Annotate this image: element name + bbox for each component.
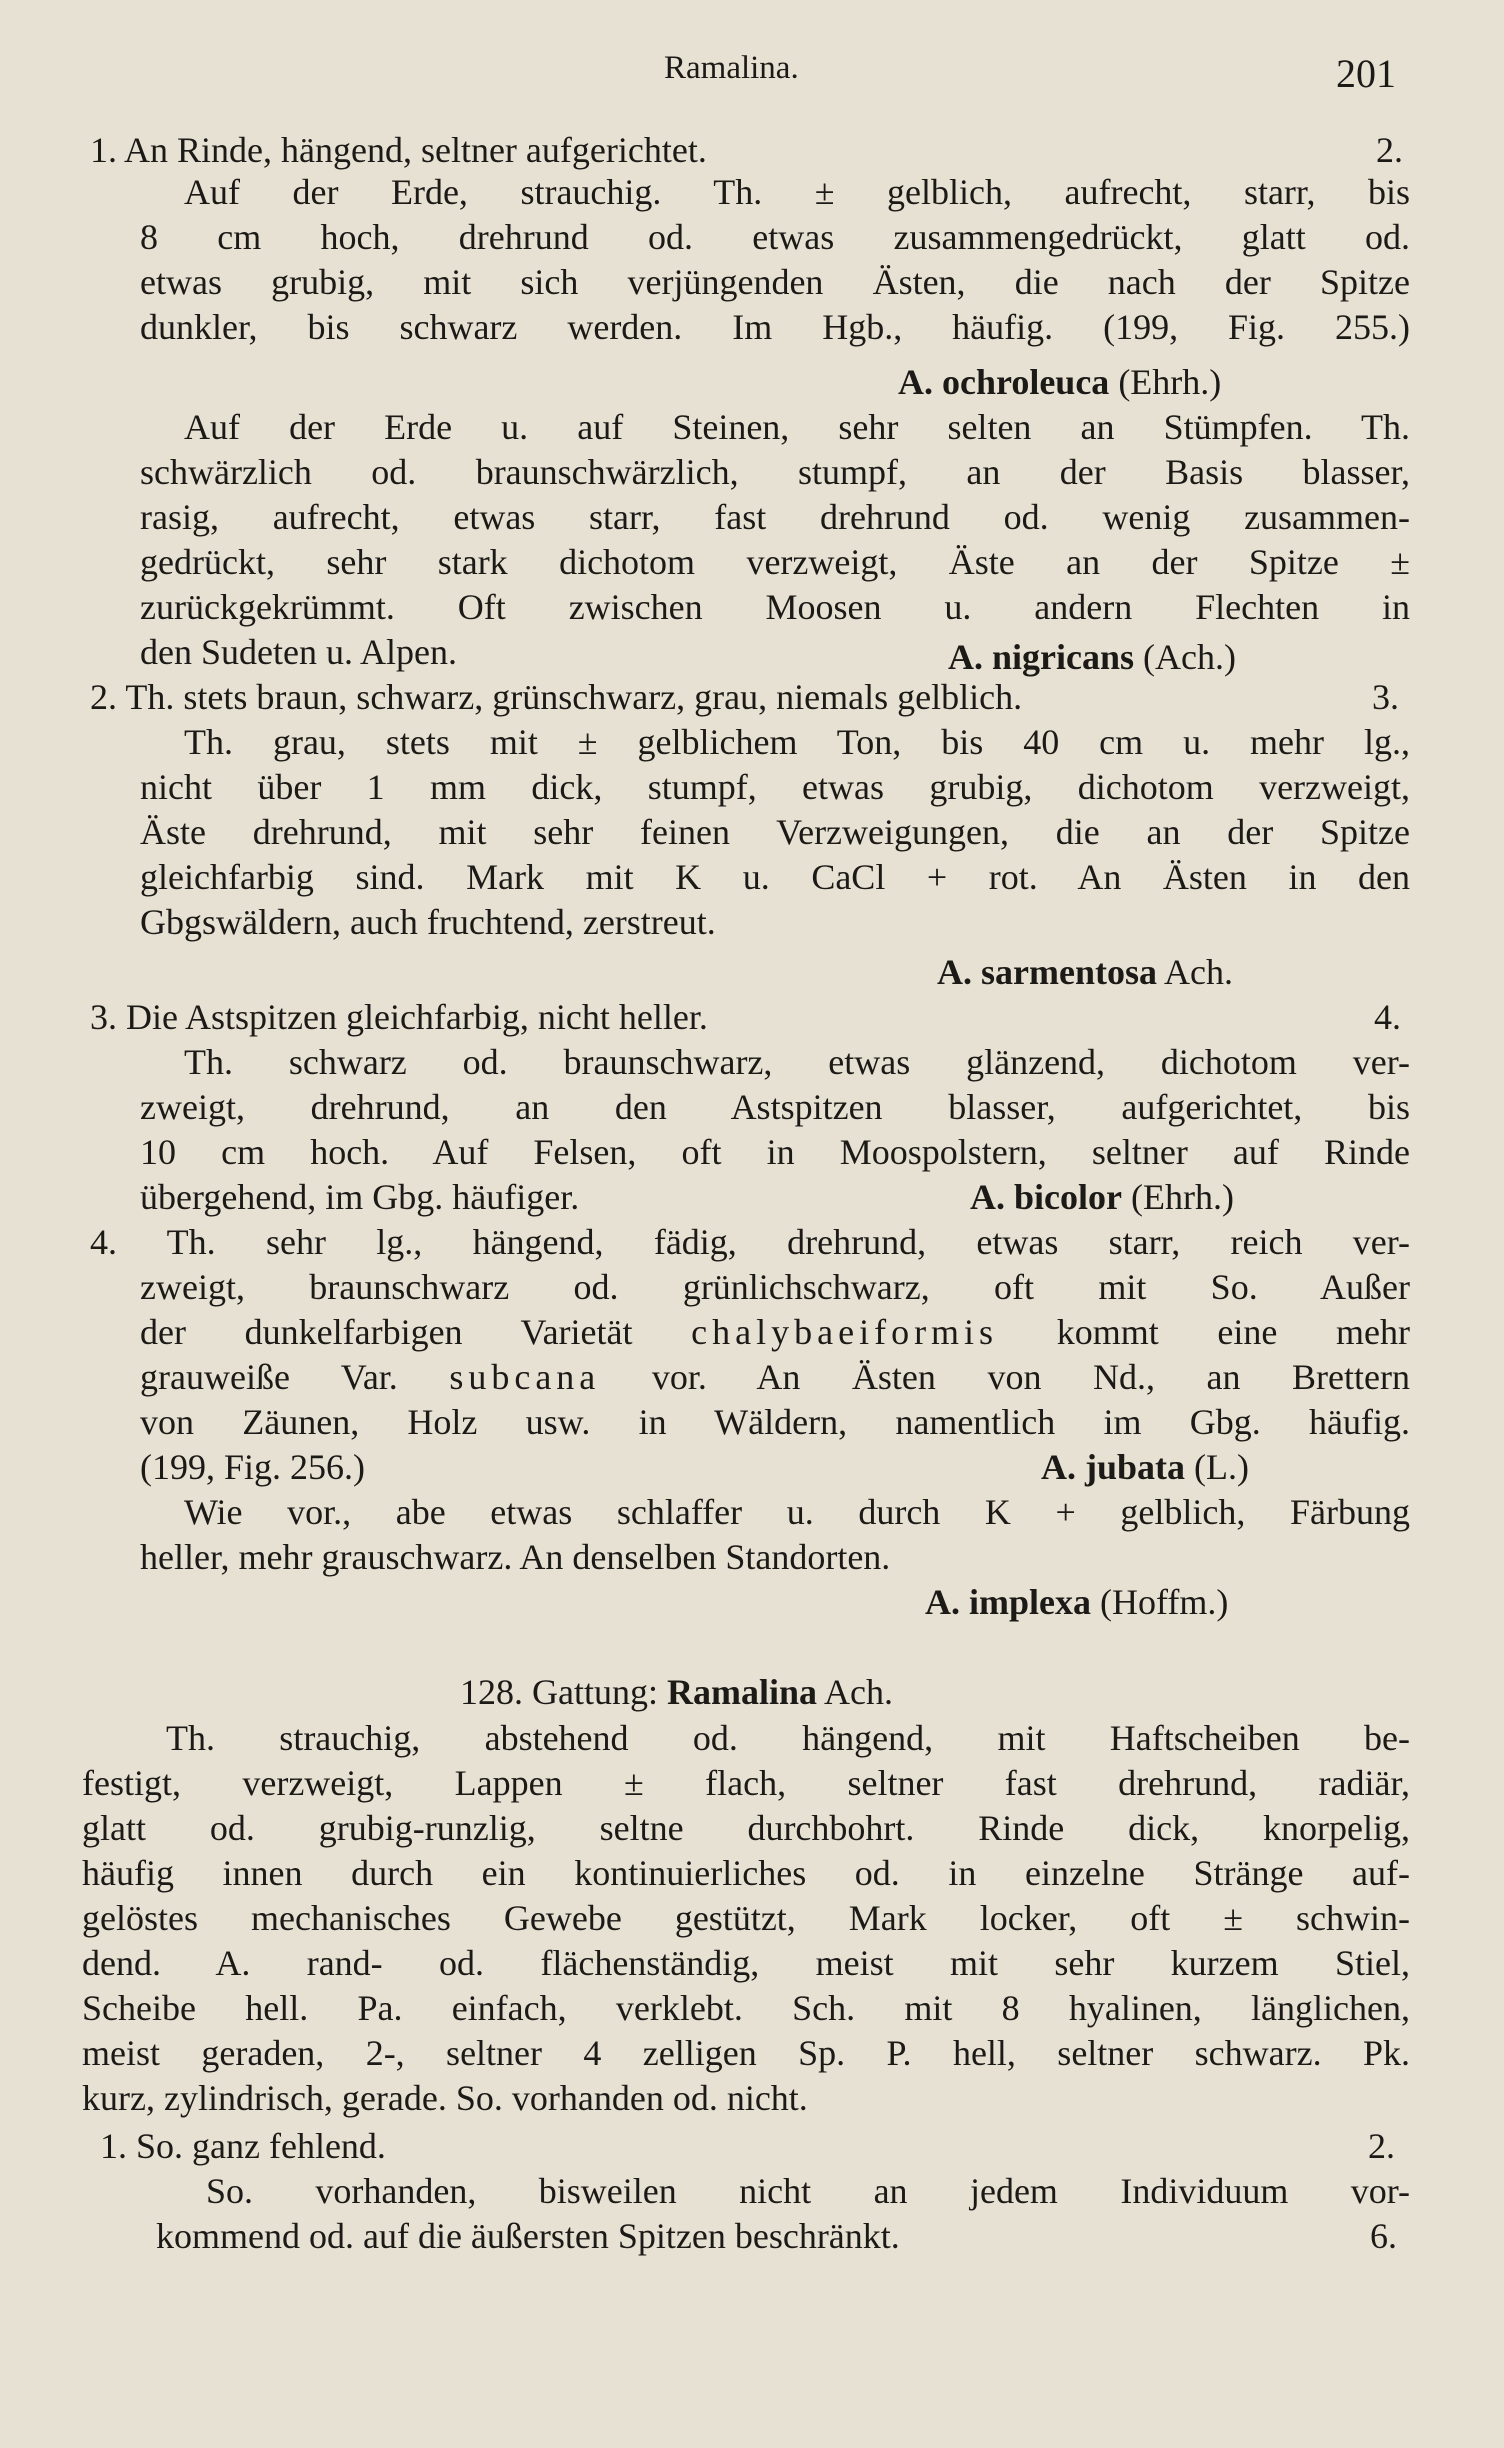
text-line: festigt, verzweigt, Lappen ± flach, seltner fast drehrund, radiär, bbox=[82, 1763, 1410, 1803]
species-name bbox=[898, 360, 1221, 404]
running-head: Ramalina. bbox=[664, 50, 799, 86]
species-name-bold: A. ochroleuca bbox=[898, 362, 1110, 402]
species-name-bold: A. implexa bbox=[925, 1582, 1091, 1622]
text-run: grauweiße Var. bbox=[140, 1357, 450, 1397]
key-line: 1. An Rinde, hängend, seltner aufgerichtet. bbox=[90, 130, 707, 170]
text-line: übergehend, im Gbg. häufiger. bbox=[140, 1177, 580, 1217]
key-line: 1. So. ganz fehlend. bbox=[100, 2126, 386, 2166]
text-line: Gbgswäldern, auch fruchtend, zerstreut. bbox=[140, 902, 716, 942]
text-line: Scheibe hell. Pa. einfach, verklebt. Sch. mit 8 hyalinen, länglichen, bbox=[82, 1988, 1410, 2028]
species-author: (Ach.) bbox=[1134, 637, 1236, 677]
text-line: glatt od. grubig-runzlig, seltne durchbohrt. Rinde dick, knorpelig, bbox=[82, 1808, 1410, 1848]
key-ref: 4. bbox=[1374, 997, 1401, 1037]
text-line: Auf der Erde u. auf Steinen, sehr selten an Stümpfen. Th. bbox=[184, 407, 1410, 447]
genus-heading bbox=[460, 1670, 893, 1714]
key-ref: 2. bbox=[1368, 2126, 1395, 2166]
text-line: rasig, aufrecht, etwas starr, fast drehrund od. wenig zusammen- bbox=[140, 497, 1410, 537]
text-line: dend. A. rand- od. flächenständig, meist mit sehr kurzem Stiel, bbox=[82, 1943, 1410, 1983]
species-author: (L.) bbox=[1185, 1447, 1249, 1487]
species-author: (Ehrh.) bbox=[1109, 362, 1222, 402]
text-line: heller, mehr grauschwarz. An denselben Standorten. bbox=[140, 1537, 891, 1577]
text-line: Th. schwarz od. braunschwarz, etwas glänzend, dichotom ver- bbox=[184, 1042, 1410, 1082]
text-line: zweigt, braunschwarz od. grünlichschwarz, oft mit So. Außer bbox=[140, 1267, 1410, 1307]
key-line: 4. Th. sehr lg., hängend, fädig, drehrund, etwas starr, reich ver- bbox=[90, 1222, 1410, 1262]
text-line: zurückgekrümmt. Oft zwischen Moosen u. andern Flechten in bbox=[140, 587, 1410, 627]
text-line: Th. grau, stets mit ± gelblichem Ton, bis 40 cm u. mehr lg., bbox=[184, 722, 1410, 762]
text-line: So. vorhanden, bisweilen nicht an jedem Individuum vor- bbox=[206, 2171, 1410, 2211]
text-line: meist geraden, 2-, seltner 4 zelligen Sp. P. hell, seltner schwarz. Pk. bbox=[82, 2033, 1410, 2073]
page-number: 201 bbox=[1336, 51, 1396, 96]
text-line: Th. strauchig, abstehend od. hängend, mit Haftscheiben be- bbox=[166, 1718, 1410, 1758]
text-line: häufig innen durch ein kontinuierliches od. in einzelne Stränge auf- bbox=[82, 1853, 1410, 1893]
genus-name: Ramalina bbox=[666, 1672, 817, 1712]
key-ref: 3. bbox=[1372, 677, 1399, 717]
species-author: Ach. bbox=[1156, 952, 1233, 992]
text-line: den Sudeten u. Alpen. bbox=[140, 632, 457, 672]
species-name bbox=[937, 950, 1233, 994]
key-line: 2. Th. stets braun, schwarz, grünschwarz, grau, niemals gelblich. bbox=[90, 677, 1023, 717]
species-name bbox=[925, 1580, 1228, 1624]
species-name-bold: A. bicolor bbox=[970, 1177, 1122, 1217]
text-line: gedrückt, sehr stark dichotom verzweigt, Äste an der Spitze ± bbox=[140, 542, 1410, 582]
species-name-bold: A. nigricans bbox=[948, 637, 1135, 677]
text-line bbox=[140, 1310, 1410, 1354]
species-author: (Hoffm.) bbox=[1091, 1582, 1229, 1622]
text-line: kommend od. auf die äußersten Spitzen beschränkt. bbox=[156, 2216, 900, 2256]
variety-name: subcana bbox=[449, 1357, 601, 1397]
text-line: Wie vor., abe etwas schlaffer u. durch K + gelblich, Färbung bbox=[184, 1492, 1410, 1532]
genus-heading-prefix: 128. Gattung: bbox=[460, 1672, 667, 1712]
text-line: gelöstes mechanisches Gewebe gestützt, Mark locker, oft ± schwin- bbox=[82, 1898, 1410, 1938]
text-run: vor. An Ästen von Nd., an Brettern bbox=[600, 1357, 1410, 1397]
key-line: 3. Die Astspitzen gleichfarbig, nicht heller. bbox=[90, 997, 708, 1037]
text-line: nicht über 1 mm dick, stumpf, etwas grubig, dichotom verzweigt, bbox=[140, 767, 1410, 807]
text-run: kommt eine mehr bbox=[998, 1312, 1410, 1352]
text-line: gleichfarbig sind. Mark mit K u. CaCl + rot. An Ästen in den bbox=[140, 857, 1410, 897]
text-line: dunkler, bis schwarz werden. Im Hgb., häufig. (199, Fig. 255.) bbox=[140, 307, 1410, 347]
text-line: schwärzlich od. braunschwärzlich, stumpf, an der Basis blasser, bbox=[140, 452, 1410, 492]
text-line: Auf der Erde, strauchig. Th. ± gelblich, aufrecht, starr, bis bbox=[184, 172, 1410, 212]
variety-name: chalybaeiformis bbox=[691, 1312, 999, 1352]
text-line: Äste drehrund, mit sehr feinen Verzweigungen, die an der Spitze bbox=[140, 812, 1410, 852]
text-line: 8 cm hoch, drehrund od. etwas zusammengedrückt, glatt od. bbox=[140, 217, 1410, 257]
text-line: 10 cm hoch. Auf Felsen, oft in Moospolstern, seltner auf Rinde bbox=[140, 1132, 1410, 1172]
species-name bbox=[948, 635, 1236, 679]
text-line: etwas grubig, mit sich verjüngenden Ästen, die nach der Spitze bbox=[140, 262, 1410, 302]
text-run: der dunkelfarbigen Varietät bbox=[140, 1312, 692, 1352]
text-line: kurz, zylindrisch, gerade. So. vorhanden od. nicht. bbox=[82, 2078, 808, 2118]
text-line: zweigt, drehrund, an den Astspitzen blasser, aufgerichtet, bis bbox=[140, 1087, 1410, 1127]
key-ref: 2. bbox=[1376, 130, 1403, 170]
species-author: (Ehrh.) bbox=[1121, 1177, 1234, 1217]
text-line: (199, Fig. 256.) bbox=[140, 1447, 365, 1487]
species-name-bold: A. sarmentosa bbox=[937, 952, 1157, 992]
species-name-bold: A. jubata bbox=[1041, 1447, 1186, 1487]
species-name bbox=[1041, 1445, 1249, 1489]
key-ref: 6. bbox=[1370, 2216, 1397, 2256]
genus-author: Ach. bbox=[817, 1672, 893, 1712]
text-line bbox=[140, 1355, 1410, 1399]
species-name bbox=[970, 1175, 1234, 1219]
text-line: von Zäunen, Holz usw. in Wäldern, namentlich im Gbg. häufig. bbox=[140, 1402, 1410, 1442]
